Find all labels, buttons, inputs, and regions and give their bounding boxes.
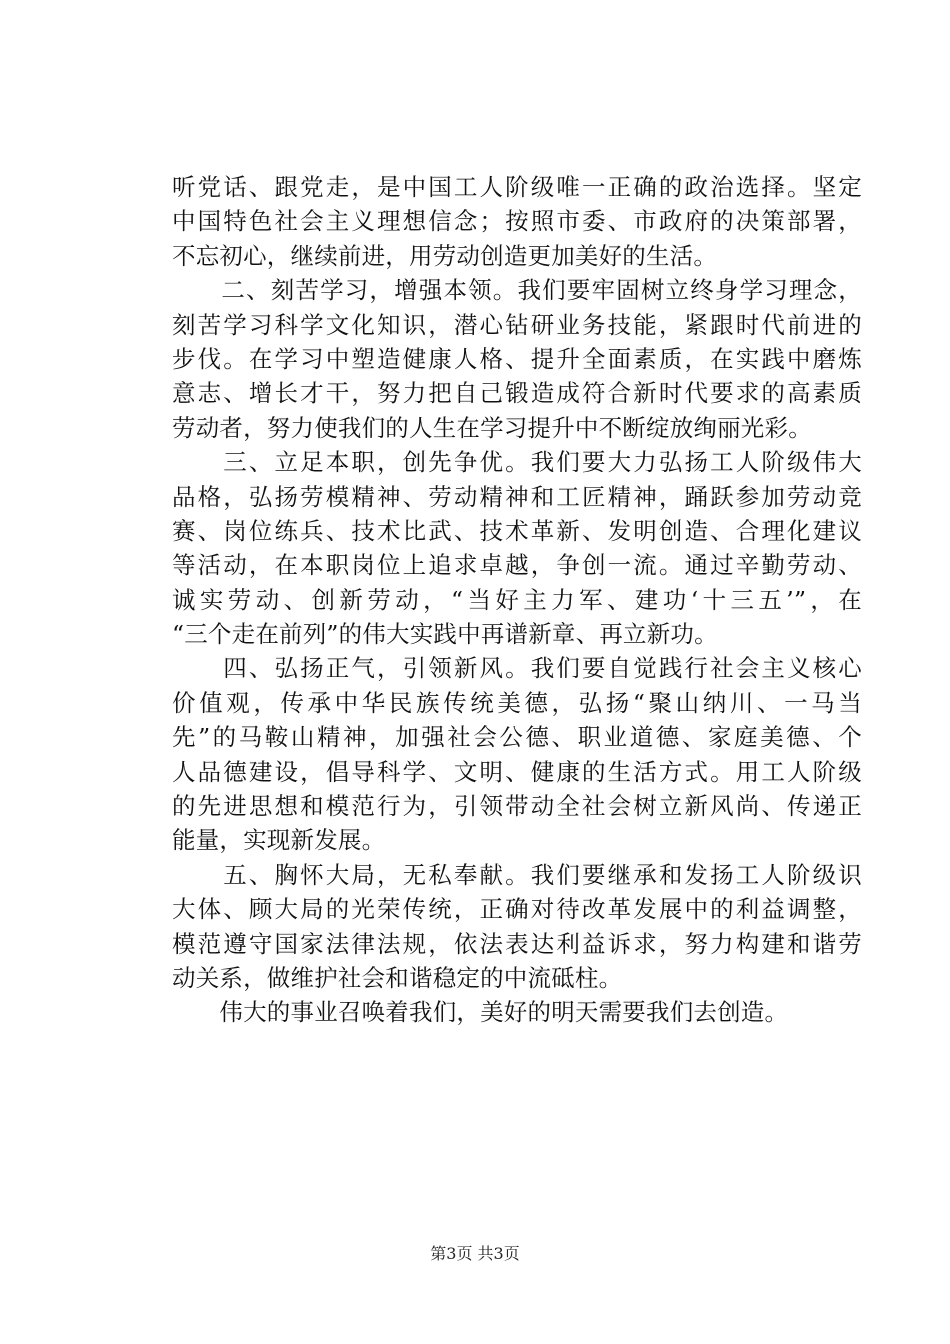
text-line: 步伐。在学习中塑造健康人格、提升全面素质，在实践中磨炼 [172,344,862,373]
text-line: 大体、顾大局的光荣传统，正确对待改革发展中的利益调整， [172,895,862,924]
page-footer: 第3页 共3页 [430,1244,520,1263]
text-line: “三个走在前列”的伟大实践中再谱新章、再立新功。 [172,620,718,649]
text-line: 伟大的事业召唤着我们，美好的明天需要我们去创造。 [172,998,789,1027]
text-line: 价值观，传承中华民族传统美德，弘扬“聚山纳川、一马当 [172,688,862,717]
text-line: 先”的马鞍山精神，加强社会公德、职业道德、家庭美德、个 [172,723,862,752]
text-line: 四、弘扬正气，引领新风。我们要自觉践行社会主义核心 [172,654,862,683]
document-body [172,170,862,1030]
text-line: 诚实劳动、创新劳动，“当好主力军、建功‘十三五’”，在 [172,585,862,614]
text-line: 不忘初心，继续前进，用劳动创造更加美好的生活。 [172,241,718,270]
text-line: 五、胸怀大局，无私奉献。我们要继承和发扬工人阶级识 [172,860,862,889]
text-line: 刻苦学习科学文化知识，潜心钻研业务技能，紧跟时代前进的 [172,310,862,339]
text-line: 三、立足本职，创先争优。我们要大力弘扬工人阶级伟大 [172,448,862,477]
text-line: 中国特色社会主义理想信念；按照市委、市政府的决策部署， [172,207,862,236]
text-line: 听党话、跟党走，是中国工人阶级唯一正确的政治选择。坚定 [172,173,862,201]
text-line: 模范遵守国家法律法规，依法表达利益诉求，努力构建和谐劳 [172,929,862,958]
text-line: 品格，弘扬劳模精神、劳动精神和工匠精神，踊跃参加劳动竞 [172,482,862,511]
text-line: 人品德建设，倡导科学、文明、健康的生活方式。用工人阶级 [172,757,862,786]
text-line: 动关系，做维护社会和谐稳定的中流砥柱。 [172,963,623,992]
text-line: 赛、岗位练兵、技术比武、技术革新、发明创造、合理化建议 [172,516,862,545]
text-line: 意志、增长才干，努力把自己锻造成符合新时代要求的高素质 [172,379,862,408]
text-line: 等活动，在本职岗位上追求卓越，争创一流。通过辛勤劳动、 [172,551,862,580]
text-line: 能量，实现新发展。 [172,826,386,855]
text-line: 的先进思想和模范行为，引领带动全社会树立新风尚、传递正 [172,792,862,821]
text-line: 劳动者，努力使我们的人生在学习提升中不断绽放绚丽光彩。 [172,413,812,442]
text-line: 二、刻苦学习，增强本领。我们要牢固树立终身学习理念， [172,276,862,305]
